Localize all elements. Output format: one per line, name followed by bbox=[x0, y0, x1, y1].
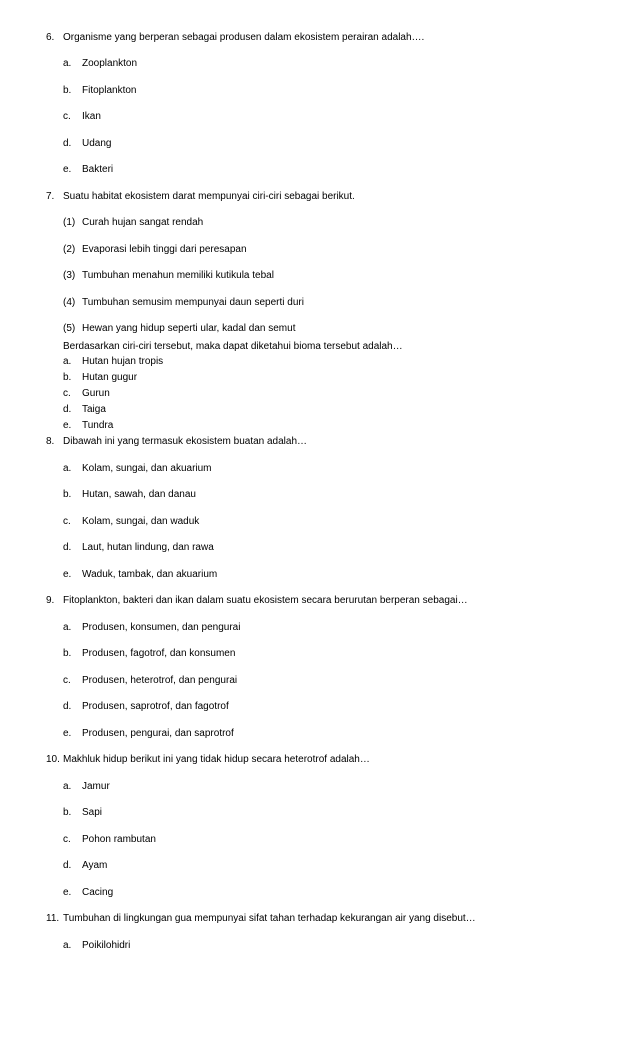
question-number: 7. bbox=[46, 191, 55, 202]
question-text: Fitoplankton, bakteri dan ikan dalam suatu ekosistem secara berurutan berperan sebagai… bbox=[63, 595, 468, 606]
option-label: c. bbox=[63, 388, 71, 399]
statement-text: Tumbuhan menahun memiliki kutikula tebal bbox=[82, 270, 274, 281]
option-text: Waduk, tambak, dan akuarium bbox=[82, 569, 218, 580]
option-label: d. bbox=[63, 404, 72, 415]
question-number: 10. bbox=[46, 754, 60, 765]
option-text: Jamur bbox=[82, 781, 110, 792]
option-text: Ayam bbox=[82, 860, 108, 871]
question-number: 8. bbox=[46, 436, 55, 447]
option-text: Kolam, sungai, dan waduk bbox=[82, 516, 200, 527]
question-number: 11. bbox=[46, 913, 60, 924]
option-text: Produsen, heterotrof, dan pengurai bbox=[82, 675, 238, 686]
option-label: b. bbox=[63, 489, 72, 500]
statement-label: (5) bbox=[63, 323, 76, 334]
option-label: c. bbox=[63, 516, 71, 527]
statement-text: Evaporasi lebih tinggi dari peresapan bbox=[82, 244, 247, 255]
option-label: e. bbox=[63, 420, 72, 431]
option-label: d. bbox=[63, 701, 72, 712]
question-text: Makhluk hidup berikut ini yang tidak hidup secara heterotrof adalah… bbox=[63, 754, 370, 765]
option-label: b. bbox=[63, 85, 72, 96]
statement-text: Curah hujan sangat rendah bbox=[82, 217, 204, 228]
option-label: c. bbox=[63, 675, 71, 686]
option-text: Taiga bbox=[82, 404, 106, 415]
option-label: d. bbox=[63, 860, 72, 871]
question-text: Suatu habitat ekosistem darat mempunyai ciri-ciri sebagai berikut. bbox=[63, 191, 355, 202]
option-text: Produsen, fagotrof, dan konsumen bbox=[82, 648, 236, 659]
option-text: Produsen, pengurai, dan saprotrof bbox=[82, 728, 234, 739]
option-label: b. bbox=[63, 372, 72, 383]
option-label: e. bbox=[63, 569, 72, 580]
option-text: Tundra bbox=[82, 420, 114, 431]
option-label: a. bbox=[63, 622, 72, 633]
statement-text: Tumbuhan semusim mempunyai daun seperti duri bbox=[82, 297, 304, 308]
option-text: Hutan gugur bbox=[82, 372, 138, 383]
option-text: Udang bbox=[82, 138, 112, 149]
option-text: Laut, hutan lindung, dan rawa bbox=[82, 542, 214, 553]
option-label: a. bbox=[63, 356, 72, 367]
option-text: Cacing bbox=[82, 887, 114, 898]
option-text: Hutan, sawah, dan danau bbox=[82, 489, 196, 500]
option-text: Poikilohidri bbox=[82, 940, 131, 951]
option-text: Fitoplankton bbox=[82, 85, 137, 96]
option-label: e. bbox=[63, 164, 72, 175]
option-label: e. bbox=[63, 728, 72, 739]
question-text: Organisme yang berperan sebagai produsen dalam ekosistem perairan adalah…. bbox=[63, 32, 425, 43]
question-number: 9. bbox=[46, 595, 55, 606]
statement-label: (2) bbox=[63, 244, 76, 255]
option-text: Zooplankton bbox=[82, 58, 138, 69]
question-number: 6. bbox=[46, 32, 55, 43]
option-label: d. bbox=[63, 138, 72, 149]
option-label: a. bbox=[63, 940, 72, 951]
option-label: e. bbox=[63, 887, 72, 898]
option-label: d. bbox=[63, 542, 72, 553]
statement-label: (4) bbox=[63, 297, 76, 308]
option-text: Produsen, saprotrof, dan fagotrof bbox=[82, 701, 229, 712]
option-label: c. bbox=[63, 111, 71, 122]
option-label: a. bbox=[63, 463, 72, 474]
option-label: b. bbox=[63, 648, 72, 659]
question-text: Dibawah ini yang termasuk ekosistem buatan adalah… bbox=[63, 436, 308, 447]
statement-label: (3) bbox=[63, 270, 76, 281]
option-label: a. bbox=[63, 58, 72, 69]
option-text: Produsen, konsumen, dan pengurai bbox=[82, 622, 241, 633]
followup-text: Berdasarkan ciri-ciri tersebut, maka dapat diketahui bioma tersebut adalah… bbox=[63, 341, 403, 352]
option-label: b. bbox=[63, 807, 72, 818]
option-text: Kolam, sungai, dan akuarium bbox=[82, 463, 212, 474]
option-text: Gurun bbox=[82, 388, 110, 399]
question-text: Tumbuhan di lingkungan gua mempunyai sifat tahan terhadap kekurangan air yang disebut… bbox=[63, 913, 476, 924]
option-text: Ikan bbox=[82, 111, 101, 122]
option-text: Hutan hujan tropis bbox=[82, 356, 164, 367]
statement-label: (1) bbox=[63, 217, 76, 228]
option-text: Sapi bbox=[82, 807, 103, 818]
option-label: c. bbox=[63, 834, 71, 845]
option-label: a. bbox=[63, 781, 72, 792]
statement-text: Hewan yang hidup seperti ular, kadal dan semut bbox=[82, 323, 296, 334]
option-text: Bakteri bbox=[82, 164, 114, 175]
option-text: Pohon rambutan bbox=[82, 834, 156, 845]
